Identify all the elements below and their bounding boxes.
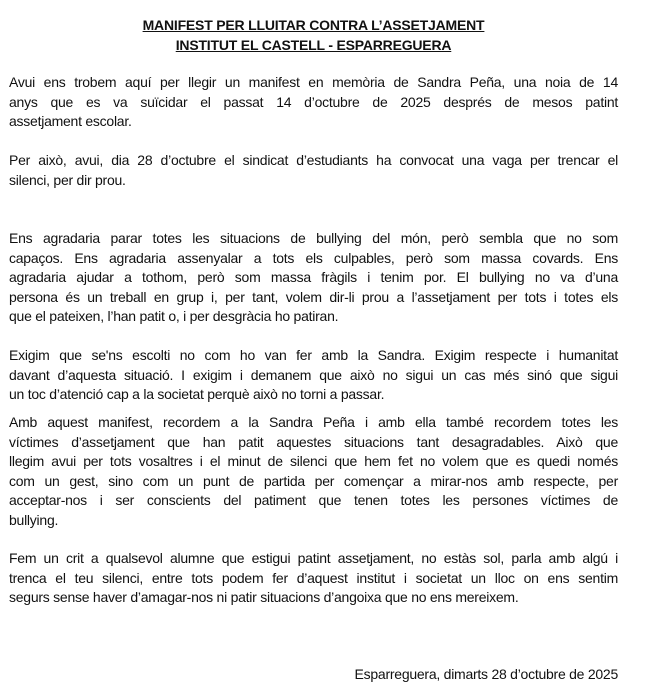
text-line: un toc d’atenció cap a la societat perquè això no torni a passar. — [9, 386, 385, 402]
paragraph-5 — [9, 413, 618, 530]
paragraph-4 — [9, 346, 618, 405]
paragraph-3 — [9, 229, 618, 327]
text-line: víctimes d’assetjament que han patit aquestes situacions tant desagradables. Això que — [9, 433, 618, 450]
document-title — [9, 15, 618, 55]
text-line: anys que es va suïcidar el passat 14 d’octubre de 2025 després de mesos patint — [9, 93, 618, 110]
title-line-2: INSTITUT EL CASTELL - ESPARREGUERA — [175, 37, 452, 53]
text-line: com un gest, sino com un punt de partida per començar a mirar-nos amb respecte, per — [9, 472, 618, 489]
text-line: Fem un crit a qualsevol alumne que estigui patint assetjament, no estàs sol, parla amb algú i — [9, 550, 618, 566]
text-line: llegim avui per tots vosaltres i el minut de silenci que hem fet no volem que es quedi només — [9, 453, 618, 469]
text-line: bullying. — [9, 511, 59, 528]
text-line: Amb aquest manifest, recordem a la Sandra Peña i amb ella també recordem totes les — [9, 414, 618, 430]
text-line: davant d’aquesta situació. I exigim i demanem que això no sigui un cas més sinó que sigui — [9, 366, 618, 383]
text-line: Ens agradaria parar totes les situacions de bullying del món, però sembla que no som — [9, 230, 618, 246]
text-line: trenca el teu silenci, entre tots podem fer d’aquest institut i societat un lloc on ens sentim — [9, 569, 618, 586]
text-line: persona és un treball en grup i, per tant, volem dir-li prou a l’assetjament per tots i totes els — [9, 288, 618, 305]
text-line: capaços. Ens agradaria assenyalar a tots els culpables, però som massa covards. Ens — [9, 249, 618, 266]
title-line-1: MANIFEST PER LLUITAR CONTRA L’ASSETJAMENT — [142, 17, 485, 33]
paragraph-1 — [9, 73, 618, 132]
text-line: silenci, per dir prou. — [9, 171, 126, 188]
text-line: Per això, avui, dia 28 d’octubre el sindicat d’estudiants ha convocat una vaga per trencar el — [9, 152, 618, 168]
text-line: assetjament escolar. — [9, 113, 132, 129]
paragraph-2 — [9, 151, 618, 190]
text-line: agradaria ajudar a tothom, però som massa fràgils i tenim por. El bullying no va d’una — [9, 269, 618, 285]
text-line: segurs sense haver d’amagar-nos ni patir situacions d’angoixa que no ens mereixem. — [9, 589, 519, 605]
signature-place-date: Esparreguera, dimarts 28 d’octubre de 2025 — [354, 666, 618, 682]
text-line: Exigim que se'ns escolti no com ho van fer amb la Sandra. Exigim respecte i humanitat — [9, 347, 618, 363]
paragraph-6 — [9, 549, 618, 608]
text-line: que el pateixen, l’han patit o, i per desgràcia ho patiran. — [9, 308, 339, 324]
text-line: acceptar-nos i ser conscients del patiment que tenen totes les persones víctimes de — [9, 492, 618, 508]
text-line: Avui ens trobem aquí per llegir un manifest en memòria de Sandra Peña, una noia de 14 — [9, 74, 618, 90]
